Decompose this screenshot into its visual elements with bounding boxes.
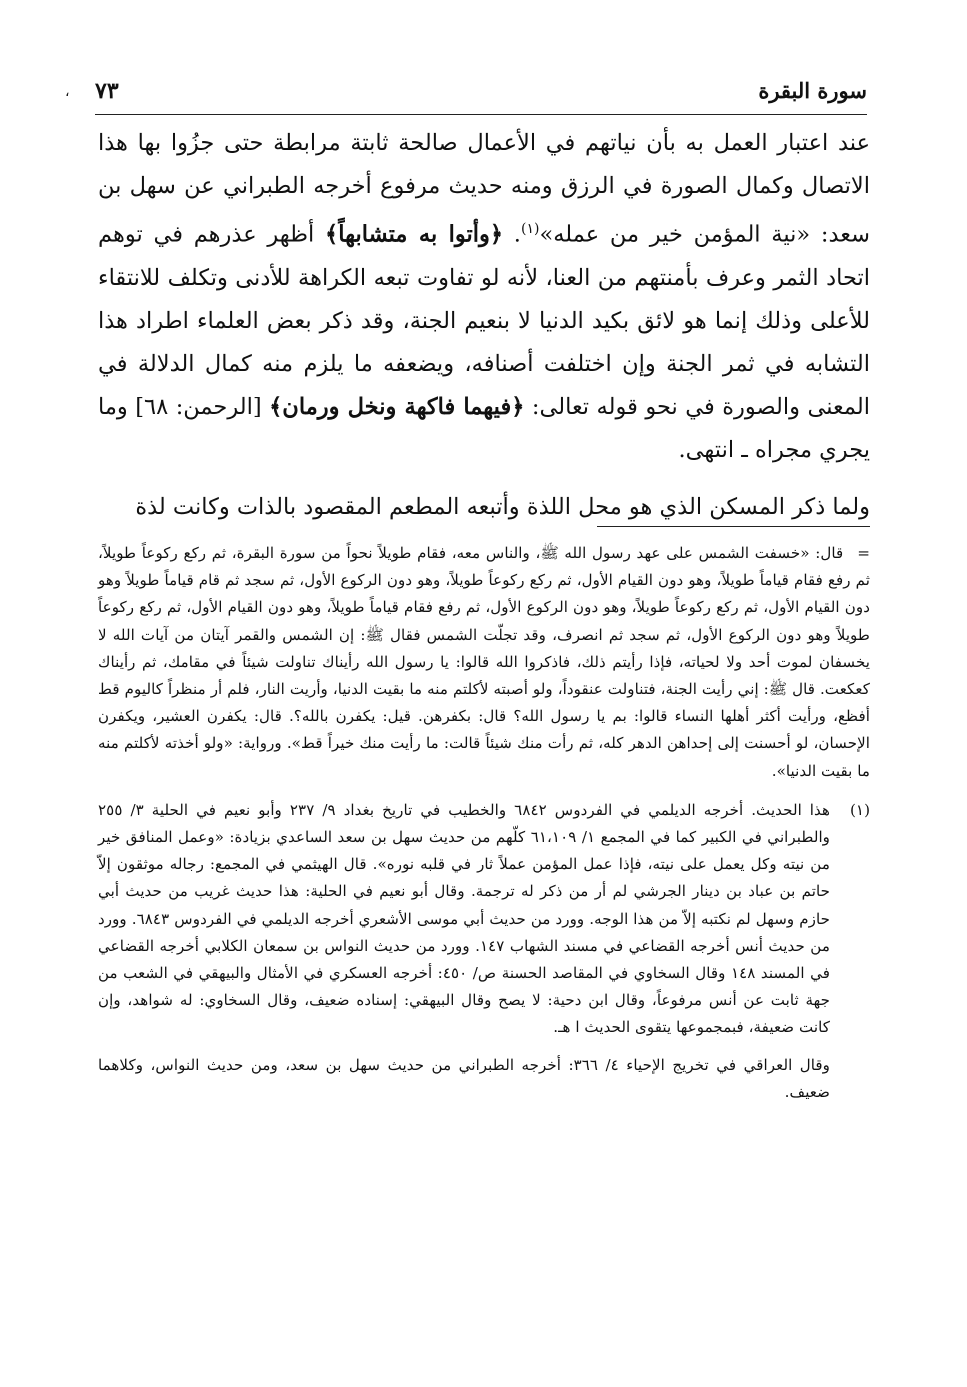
- quran-quote-2: ﴿فيهما فاكهة ونخل ورمان﴾: [269, 393, 525, 420]
- continuation-text: قال: «خسفت الشمس على عهد رسول الله ﷺ، والناس معه، فقام طويلاً نحواً من سورة البقرة، ثم ركع ركوعاً طويلاً، ثم رفع فقام قياماً طويلاً، وهو دون القيام الأول، ثم ركع ركوعاً طويلاً، وهو دون الركوع الأول، ثم سجد ثم قام قياماً طويلاً وهو دون القيام الأول، ثم ركع ركوعاً طويلاً، وهو دون الركوع الأول، ثم رفع فقام قياماً طويلاً، وهو دون القيام الأول، ثم ركع ركوعاً طويلاً وهو دون الركوع الأول، ثم سجد ثم انصرف، وقد تجلّت الشمس فقال ﷺ: إن الشمس والقمر آيتان من آيات الله لا يخسفان لموت أحد ولا لحياته، فإذا رأيتم ذلك، فاذكروا الله قالوا: يا رسول الله رأيناك تناولت شيئاً في مقامك، ثم رأيناك كعكعت. قال ﷺ: إني رأيت الجنة، فتناولت عنقوداً، ولو أصبته لأكلتم منه ما بقيت الدنيا، وأريت النار، فلم أر منظراً كاليوم قط أفظع، ورأيت أكثر أهلها النساء قالوا: بم يا رسول الله؟ قال: بكفرهن. قيل: يكفرن بالله؟. قال: يكفرن العشير، ويكفرن الإحسان، لو أحسنت إلى إحداهن الدهر كله، ثم رأت منك شيئاً قالت: ما رأيت منك خيراً قط». ورواية: «ولو أخذته لأكلتم منه ما بقيت الدنيا».: [98, 544, 870, 780]
- footnote-continuation: [98, 540, 870, 785]
- footnote-separator: [597, 526, 870, 527]
- surah-title: سورة البقرة: [758, 78, 867, 103]
- continuation-marker: =: [857, 544, 870, 562]
- para1-text-d: [الرحمن: ٦٨] وما يجري مجراه ـ انتهى.: [98, 393, 870, 463]
- para1-text-c: أظهر عذرهم في توهم اتحاد الثمر وعرف بأمنتهم من العنا، لأنه لو تفاوت تبعه الكراهة للأدنى وتكلف للانتقاء للأعلى وذلك إنما هو لائق بكيد الدنيا لا بنعيم الجنة، وقد ذكر بعض العلماء اطراد هذا التشابه في ثمر الجنة وإن اختلفت أصنافه، ويضعفه ما يلزم منه كمال الدلالة في المعنى والصورة في نحو قوله تعالى:: [98, 221, 870, 420]
- margin-mark: ،: [65, 84, 70, 100]
- para1-text-b: .: [503, 221, 521, 248]
- page-number: ٧٣: [95, 78, 119, 104]
- quran-quote-1: ﴿وأتوا به متشابهاً﴾: [325, 221, 504, 248]
- footnote-1-marker: (١): [849, 800, 870, 819]
- footnote-ref-1: (١): [520, 221, 540, 237]
- footnote-1: [98, 797, 870, 1042]
- para1-text-a: عند اعتبار العمل به بأن نياتهم في الأعمال صالحة ثابتة مرابطة حتى جزُوا بها هذا الاتصال وكمال الصورة في الرزق ومنه حديث مرفوع أخرجه الطبراني عن سهل بن سعد: «نية المؤمن خير من عمله»: [98, 130, 870, 248]
- paragraph-1: [98, 122, 870, 472]
- main-text: [98, 122, 870, 529]
- footnote-1-text: هذا الحديث. أخرجه الديلمي في الفردوس ٦٨٤٢ والخطيب في تاريخ بغداد ٩/ ٢٣٧ وأبو نعيم في الحلية ٣/ ٢٥٥ والطبراني في الكبير كما في المجمع ١/ ٦١،١٠٩ كلّهم من حديث سهل بن سعد الساعدي بزيادة: «وعمل المنافق خير من نيته وكل يعمل على نيته، فإذا عمل المؤمن عملاً ثار في قلبه نوره». قال الهيثمي في المجمع: رجاله موثقون إلاّ حاتم بن عباد بن دينار الجرشي لم أر من ذكر له ترجمة. وقال أبو نعيم في الحلية: هذا حديث غريب من حديث أبي حازم وسهل لم نكتبه إلاّ من هذا الوجه. وورد من حديث أبي موسى الأشعري أخرجه الديلمي في الفردوس ٦٨٤٣. وورد من حديث أنس أخرجه القضاعي في مسند الشهاب ١٤٧. وورد من حديث النواس بن سمعان الكلابي أخرجه القضاعي في المسند ١٤٨ وقال السخاوي في المقاصد الحسنة ص/ ٤٥٠: أخرجه العسكري في الأمثال والبيهقي في الشعب من جهة ثابت عن أنس مرفوعاً، وقال ابن دحية: لا يصح وقال البيهقي: إسناده ضعيف، وقال السخاوي: له شواهد، وإن كانت ضعيفة، فبمجموعها يتقوى الحديث ا هـ.: [98, 800, 830, 1037]
- footnote-1-extra: وقال العراقي في تخريج الإحياء ٤/ ٣٦٦: أخرجه الطبراني من حديث سهل بن سعد، ومن حديث النواس، وكلاهما ضعيف.: [98, 1055, 830, 1101]
- footnotes: [98, 540, 870, 1106]
- running-header: [65, 78, 867, 115]
- paragraph-2: ولما ذكر المسكن الذي هو محل اللذة وأتبعه المطعم المقصود بالذات وكانت لذة: [135, 493, 870, 520]
